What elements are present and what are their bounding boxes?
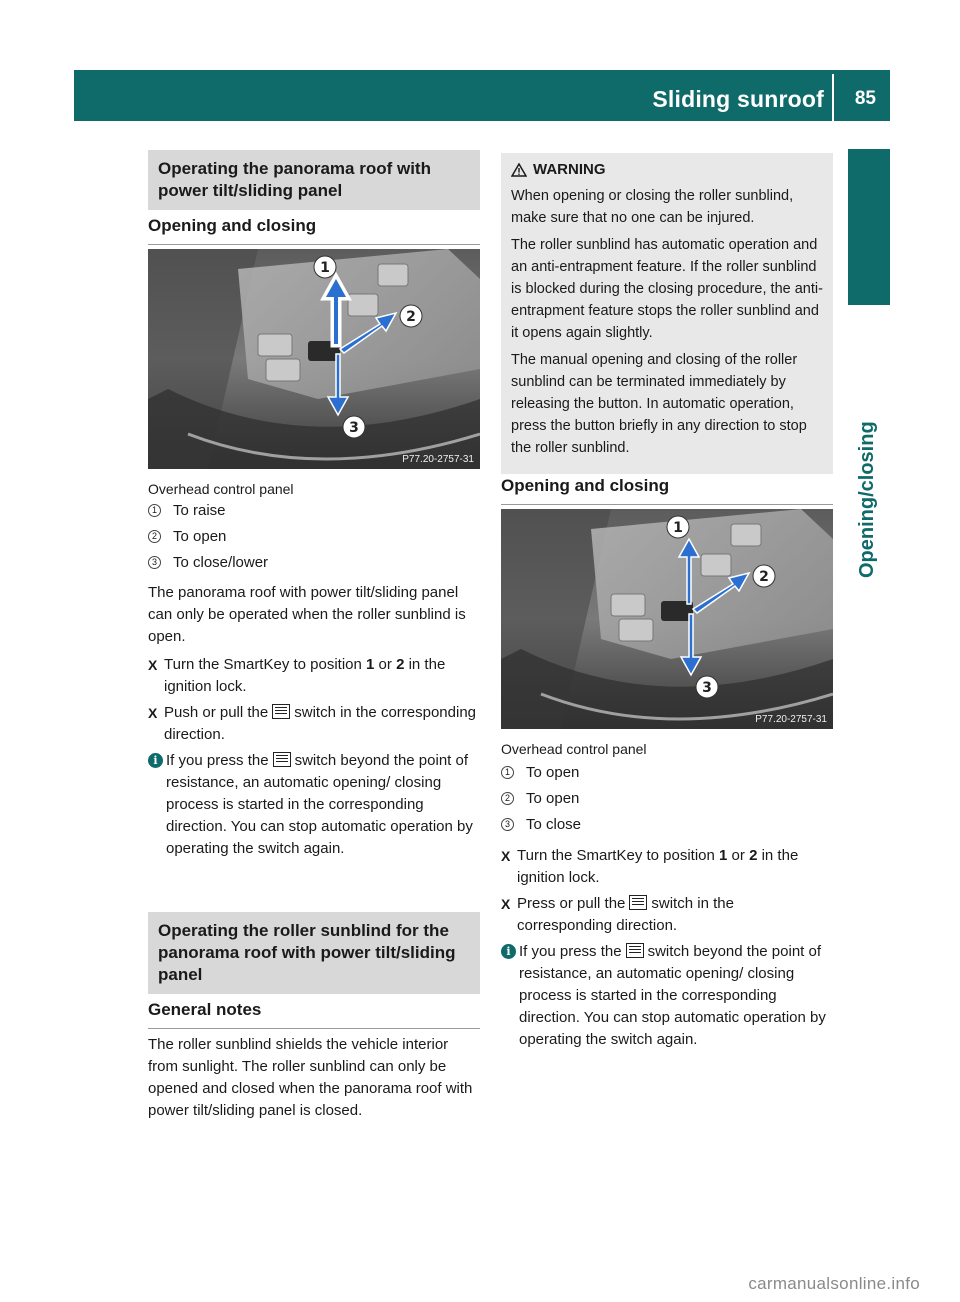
overhead-control-panel-photo	[148, 249, 480, 469]
position-2: 2	[396, 656, 405, 673]
legend-text: To close/lower	[173, 554, 269, 571]
warning-heading	[511, 159, 823, 181]
subheading-opening-closing-sunblind: Opening and closing	[501, 476, 833, 505]
subheading-opening-closing: Opening and closing	[148, 216, 480, 245]
legend-text: To raise	[173, 502, 226, 519]
sunblind-switch-icon	[629, 895, 647, 910]
intro-paragraph: The panorama roof with power tilt/sliding panel can only be operated when the roller sunblind is open.	[148, 584, 466, 645]
info-text: If you press the	[166, 752, 269, 769]
legend-item-2	[501, 790, 579, 807]
info-text: switch beyond the point of resistance, an automatic opening/ closing process is started in the corresponding direction. You can stop automatic operation by operating the switch again.	[166, 752, 473, 857]
step-marker-icon: X	[148, 705, 158, 721]
legend-text: To open	[526, 790, 580, 807]
legend-number: 3	[148, 556, 161, 569]
step-text: or	[727, 847, 750, 864]
header-bar	[74, 70, 890, 121]
callout-1: 1	[673, 520, 683, 536]
photo-caption: Overhead control panel	[148, 481, 294, 497]
position-1: 1	[719, 847, 728, 864]
callout-1: 1	[320, 260, 330, 276]
legend-number: 2	[501, 792, 514, 805]
instruction-step-switch	[148, 702, 480, 746]
legend-number: 3	[501, 818, 514, 831]
overhead-control-panel-photo-2	[501, 509, 833, 729]
legend-number: 1	[148, 504, 161, 517]
section-heading-panorama-roof: Operating the panorama roof with power tilt/sliding panel	[148, 150, 480, 210]
step-text: in the ignition lock.	[517, 847, 799, 886]
callout-3: 3	[702, 680, 712, 696]
warning-box	[501, 153, 833, 474]
warning-paragraph-1: When opening or closing the roller sunblind, make sure that no one can be injured.	[511, 188, 794, 226]
instruction-step-switch	[501, 893, 833, 937]
info-text: switch beyond the point of resistance, an automatic opening/ closing process is started in the corresponding direction. You can stop automatic operation by operating the switch again.	[519, 943, 826, 1048]
callout-2: 2	[406, 309, 416, 325]
step-text: Turn the SmartKey to position	[517, 847, 720, 864]
step-text: or	[374, 656, 397, 673]
step-text: Press or pull the	[517, 895, 626, 912]
info-note	[501, 941, 833, 1051]
chapter-tab-label-wrap	[848, 318, 890, 578]
legend-text: To close	[526, 816, 582, 833]
photo-code: P77.20-2757-31	[755, 714, 827, 725]
control-panel-illustration	[148, 249, 480, 469]
general-notes-paragraph: The roller sunblind shields the vehicle interior from sunlight. The roller sunblind can only be opened and closed when the panorama roof with power tilt/sliding panel is closed.	[148, 1036, 473, 1119]
step-text: in the ignition lock.	[164, 656, 446, 695]
step-text: switch in the corresponding direction.	[517, 895, 734, 934]
roof-switch-icon	[273, 752, 291, 767]
legend-text: To open	[173, 528, 227, 545]
step-text: Turn the SmartKey to position	[164, 656, 367, 673]
control-panel-illustration	[501, 509, 833, 729]
step-marker-icon: X	[148, 657, 158, 673]
legend-number: 1	[501, 766, 514, 779]
position-1: 1	[366, 656, 375, 673]
legend-number: 2	[148, 530, 161, 543]
warning-title: WARNING	[533, 161, 606, 178]
page-number: 85	[854, 88, 876, 109]
position-2: 2	[749, 847, 758, 864]
info-icon: i	[148, 753, 163, 768]
subheading-general-notes: General notes	[148, 1000, 480, 1029]
step-text: switch in the corresponding direction.	[164, 704, 476, 743]
legend-text: To open	[526, 764, 580, 781]
legend-item-1	[148, 502, 226, 519]
callout-3: 3	[349, 420, 359, 436]
warning-paragraph-2: The roller sunblind has automatic operation and an anti-entrapment feature. If the roller sunblind is blocked during the closing procedure, the anti-entrapment feature stops the roller sunblind and it opens again slightly.	[511, 237, 823, 341]
step-text: Push or pull the	[164, 704, 269, 721]
info-note	[148, 750, 480, 860]
instruction-step-smartkey	[148, 654, 480, 698]
chapter-tab-label: Opening/closing	[856, 421, 878, 578]
chapter-tab-marker	[848, 149, 890, 305]
header-divider	[832, 74, 834, 121]
info-icon: i	[501, 944, 516, 959]
info-text: If you press the	[519, 943, 622, 960]
photo-code: P77.20-2757-31	[402, 454, 474, 465]
watermark: carmanualsonline.info	[748, 1274, 920, 1293]
step-marker-icon: X	[501, 848, 511, 864]
sunblind-switch-icon	[626, 943, 644, 958]
legend-item-3	[148, 554, 268, 571]
roof-switch-icon	[272, 704, 290, 719]
section-heading-roller-sunblind: Operating the roller sunblind for the panorama roof with power tilt/sliding panel	[148, 912, 480, 994]
page-title: Sliding sunroof	[652, 86, 824, 112]
legend-item-2	[148, 528, 226, 545]
step-marker-icon: X	[501, 896, 511, 912]
instruction-step-smartkey	[501, 845, 833, 889]
legend-item-3	[501, 816, 581, 833]
warning-paragraph-3: The manual opening and closing of the roller sunblind can be terminated immediately by releasing the button. In automatic operation, press the button briefly in any direction to stop the roller sunblind.	[511, 352, 807, 456]
warning-triangle-icon	[511, 163, 527, 177]
callout-2: 2	[759, 569, 769, 585]
legend-item-1	[501, 764, 579, 781]
photo-caption: Overhead control panel	[501, 741, 647, 757]
